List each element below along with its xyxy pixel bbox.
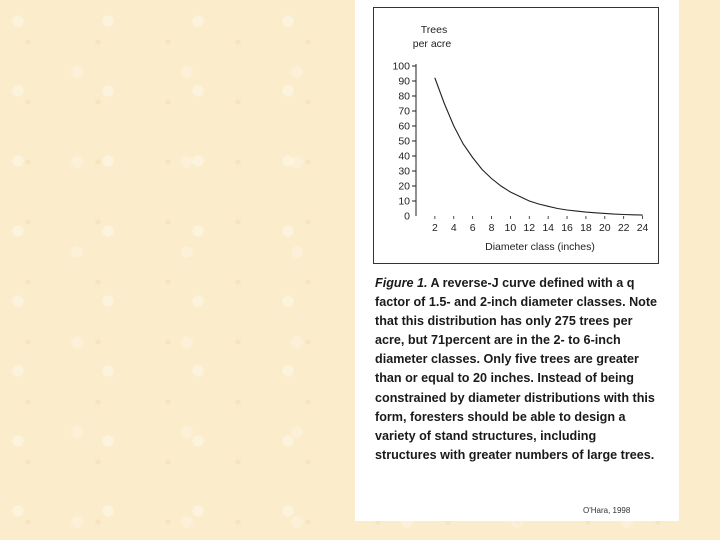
data-point xyxy=(501,186,502,187)
data-point xyxy=(491,178,492,179)
data-point xyxy=(576,211,577,212)
y-tick-label: 10 xyxy=(398,195,410,208)
x-tick-label: 20 xyxy=(598,222,611,234)
data-point xyxy=(529,201,530,202)
y-tick-label: 20 xyxy=(398,180,410,193)
data-point xyxy=(633,214,634,215)
data-point xyxy=(548,206,549,207)
data-point xyxy=(472,157,473,158)
y-tick-label: 80 xyxy=(398,90,410,103)
x-tick-label: 6 xyxy=(469,222,476,234)
data-point xyxy=(510,192,511,193)
data-point xyxy=(444,103,445,104)
chart-frame xyxy=(373,7,659,264)
figure-caption-text: A reverse-J curve defined with a q factor of 1.5- and 2-inch diameter classes. Note that this distribution has only 275 trees per acre, but 71percent are in the 2- to 6-inch diameter classes. Only five trees are greater than or equal to 20 inches. Instead of being constrained by diameter distributions with this form, foresters should be able to design a variety of stand structures, including structures with greater numbers of large trees. xyxy=(375,276,658,462)
y-tick-label: 30 xyxy=(398,165,410,178)
data-series-line xyxy=(435,78,643,215)
figure-caption-label: Figure 1. xyxy=(375,276,428,290)
x-tick-label: 12 xyxy=(523,222,536,234)
y-tick-label: 100 xyxy=(392,60,410,73)
y-tick-label: 40 xyxy=(398,150,410,163)
y-axis-label-line1: Trees xyxy=(420,24,448,36)
data-point xyxy=(567,210,568,211)
data-point xyxy=(586,212,587,213)
x-tick-label: 2 xyxy=(431,222,438,234)
data-point xyxy=(538,204,539,205)
figure-caption xyxy=(375,274,660,465)
y-tick-label: 60 xyxy=(398,120,410,133)
data-point xyxy=(604,213,605,214)
y-tick-label: 90 xyxy=(398,75,410,88)
figure-panel xyxy=(355,0,679,521)
data-point xyxy=(463,144,464,145)
x-axis-label: Diameter class (inches) xyxy=(485,241,595,253)
x-tick-label: 16 xyxy=(561,222,573,234)
x-tick-label: 14 xyxy=(542,222,555,234)
x-tick-label: 18 xyxy=(580,222,592,234)
data-point xyxy=(595,212,596,213)
data-point xyxy=(434,78,435,79)
data-point xyxy=(519,196,520,197)
data-point xyxy=(453,126,454,127)
x-tick-label: 8 xyxy=(488,222,495,234)
x-tick-label: 4 xyxy=(450,222,457,234)
data-point xyxy=(557,208,558,209)
reverse-j-chart xyxy=(374,8,660,265)
y-tick-label: 70 xyxy=(398,105,410,118)
x-tick-label: 22 xyxy=(617,222,630,234)
y-tick-label: 50 xyxy=(398,135,410,148)
x-tick-label: 24 xyxy=(636,222,649,234)
y-tick-label: 0 xyxy=(404,210,410,223)
data-point xyxy=(614,214,615,215)
data-point xyxy=(482,169,483,170)
source-credit: O'Hara, 1998 xyxy=(583,506,631,515)
x-tick-label: 10 xyxy=(504,222,517,234)
data-point xyxy=(642,215,643,216)
y-axis-label-line2: per acre xyxy=(412,38,452,50)
data-point xyxy=(623,214,624,215)
